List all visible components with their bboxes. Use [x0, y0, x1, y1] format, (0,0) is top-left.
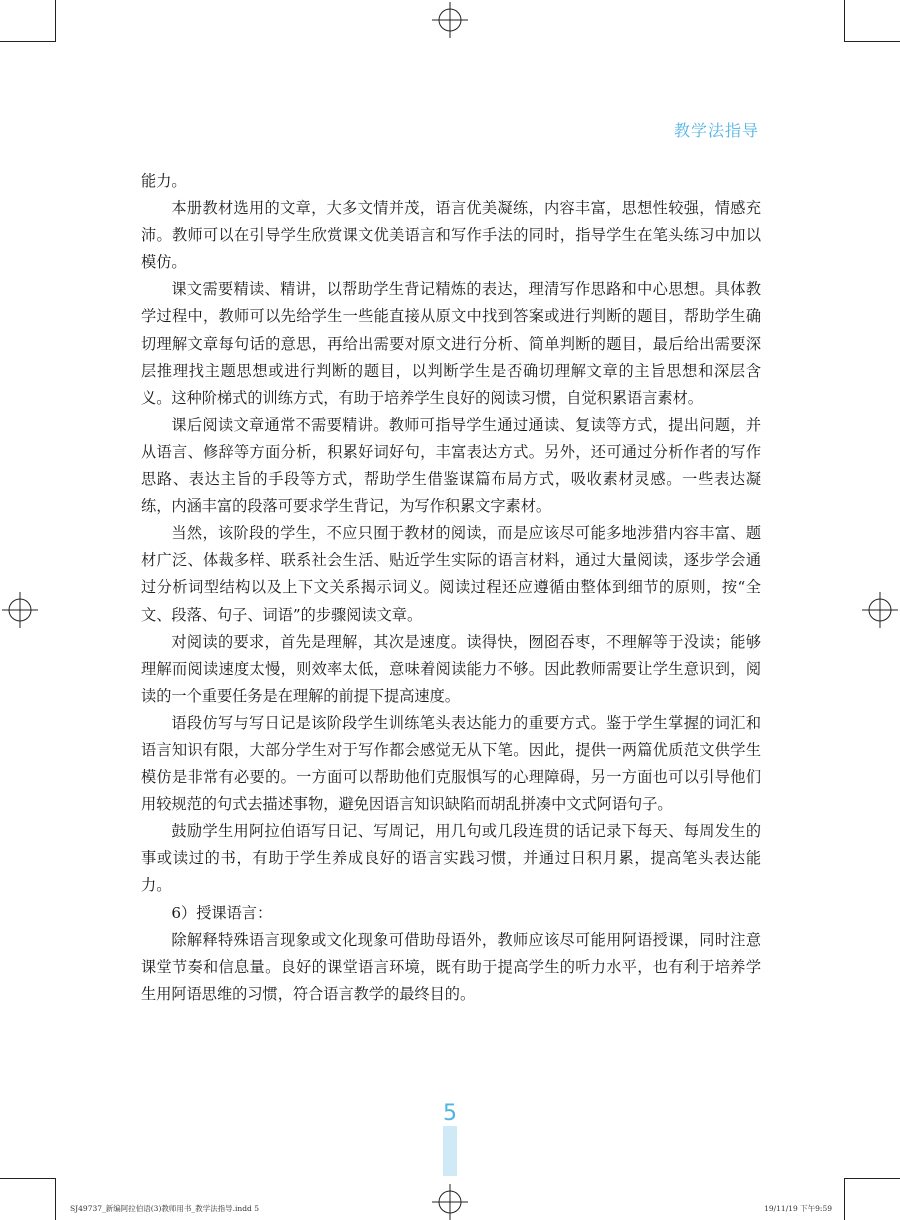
- paragraph: 当然，该阶段的学生，不应只囿于教材的阅读，而是应该尽可能多地涉猎内容丰富、题材广泛、体裁多样、联系社会生活、贴近学生实际的语言材料，通过大量阅读，逐步学会通过分析词型结构以及上下文关系揭示词义。阅读过程还应遵循由整体到细节的原则，按“全文、段落、句子、词语”的步骤阅读文章。: [141, 524, 761, 624]
- registration-mark-top: [432, 2, 468, 38]
- print-slug-filename: SJ49737_新编阿拉伯语(3)教师用书_教学法指导.indd 5: [70, 1204, 259, 1213]
- crop-mark: [0, 41, 56, 42]
- paragraph: 除解释特殊语言现象或文化现象可借助母语外，教师应该尽可能用阿语授课，同时注意课堂节奏和信息量。良好的课堂语言环境，既有助于提高学生的听力水平，也有利于培养学生用阿语思维的习惯，符合语言教学的最终目的。: [141, 930, 761, 1003]
- crop-mark: [844, 1178, 845, 1220]
- paragraph: 鼓励学生用阿拉伯语写日记、写周记，用几句或几段连贯的话记录下每天、每周发生的事或读过的书，有助于学生养成良好的语言实践习惯，并通过日积月累，提高笔头表达能力。: [141, 822, 761, 895]
- body-text: [141, 168, 761, 1008]
- paragraph: 课后阅读文章通常不需要精讲。教师可指导学生通过通读、复读等方式，提出问题，并从语言、修辞等方面分析，积累好词好句，丰富表达方式。另外，还可通过分析作者的写作思路、表达主旨的手段等方式，帮助学生借鉴谋篇布局方式，吸收素材灵感。一些表达凝练，内涵丰富的段落可要求学生背记，为写作积累文字素材。: [141, 415, 761, 516]
- crop-mark: [844, 1178, 900, 1179]
- crop-mark: [0, 1178, 56, 1179]
- registration-mark-bottom: [432, 1184, 468, 1220]
- paragraph: 语段仿写与写日记是该阶段学生训练笔头表达能力的重要方式。鉴于学生掌握的词汇和语言知识有限，大部分学生对于写作都会感觉无从下笔。因此，提供一两篇优质范文供学生模仿是非常有必要的。一方面可以帮助他们克服惧写的心理障碍，另一方面也可以引导他们用较规范的句式去描述事物，避免因语言知识缺陷而胡乱拼凑中文式阿语句子。: [141, 713, 761, 814]
- paragraph: 本册教材选用的文章，大多文情并茂，语言优美凝练，内容丰富，思想性较强，情感充沛。教师可以在引导学生欣赏课文优美语言和写作手法的同时，指导学生在笔头练习中加以模仿。: [141, 199, 761, 272]
- crop-mark: [55, 1178, 56, 1220]
- paragraph: 对阅读的要求，首先是理解，其次是速度。读得快，囫囵吞枣，不理解等于没读；能够理解而阅读速度太慢，则效率太低，意味着阅读能力不够。因此教师需要让学生意识到，阅读的一个重要任务是在理解的前提下提高速度。: [141, 632, 761, 705]
- registration-mark-right: [862, 592, 898, 628]
- page-number-tab: [443, 1126, 457, 1176]
- page-number: 5: [443, 1101, 457, 1126]
- crop-mark: [844, 41, 900, 42]
- running-header-title: 教学法指导: [673, 121, 759, 140]
- registration-mark-left: [2, 592, 38, 628]
- crop-mark: [844, 0, 845, 42]
- section-heading: 6）授课语言：: [171, 903, 273, 922]
- paragraph: 课文需要精读、精讲，以帮助学生背记精炼的表达，理清写作思路和中心思想。具体教学过程中，教师可以先给学生一些能直接从原文中找到答案或进行判断的题目，帮助学生确切理解文章每句话的意思，再给出需要对原文进行分析、简单判断的题目，最后给出需要深层推理找主题思想或进行判断的题目，以判断学生是否确切理解文章的主旨思想和深层含义。这种阶梯式的训练方式，有助于培养学生良好的阅读习惯，自觉积累语言素材。: [141, 280, 761, 407]
- crop-mark: [55, 0, 56, 42]
- paragraph: 能力。: [141, 172, 187, 190]
- print-slug-timestamp: 19/11/19 下午9:59: [764, 1204, 832, 1213]
